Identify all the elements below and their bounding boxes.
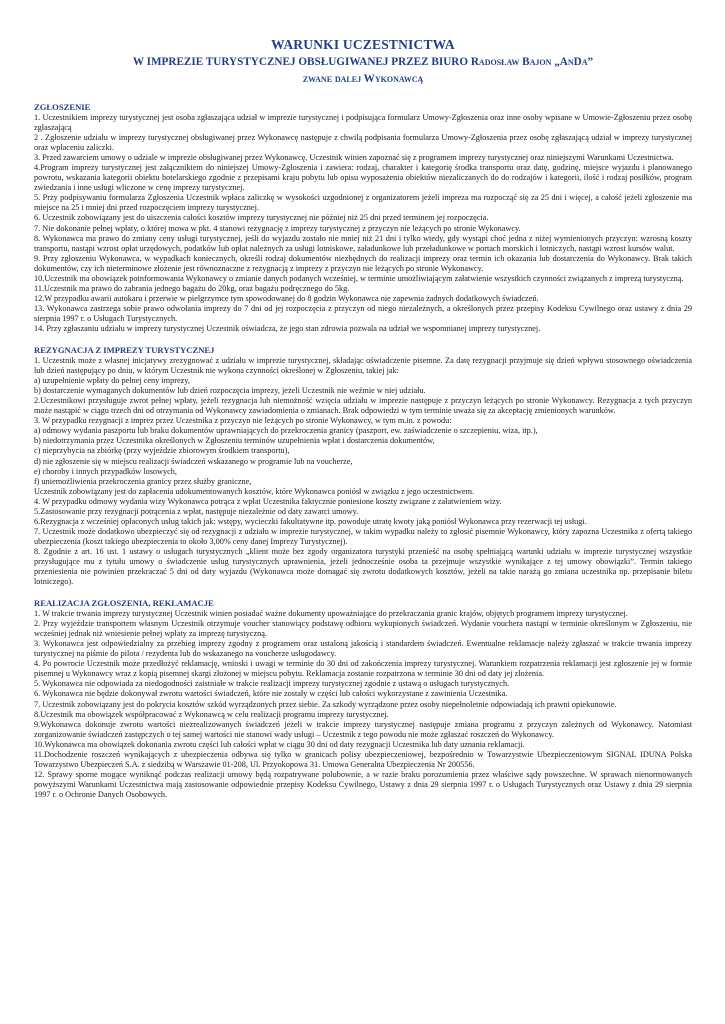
section bbox=[34, 102, 692, 334]
section bbox=[34, 345, 692, 587]
paragraph: 8.Uczestnik ma obowiązek współpracować z Wykonawcą w celu realizacji programu imprezy turystycznej. bbox=[34, 709, 389, 719]
paragraph: 12. Sprawy sporne mogące wyniknąć podczas realizacji umowy będą rozpatrywane polubownie, a w razie braku porozumienia przez właściwe sądy powszechne. W sprawach nienormowanych powyższymi Warunkami Uczestnictwa mają zastosowanie odpowiednie przepisy Kodeksu Cywilnego, Ustawy z dnia 29 sierpnia 1997 r. o Usługach Turystycznych oraz Ustawy z dnia 29 sierpnia 1997 r. o Ochronie Danych Osobowych. bbox=[34, 769, 692, 799]
paragraph: a) uzupełnienie wpłaty do pełnej ceny imprezy, bbox=[34, 376, 190, 386]
paragraph: 8. Zgodnie z art. 16 ust. 1 ustawy o usługach turystycznych „klient może bez zgody organizatora turystyki przenieść na osobę spełniającą warunki udziału w imprezie turystycznej wszystkie przysługujące mu z tytułu umowy o świadczenie usług turystycznych uprawnienia, jeżeli jednocześnie osoba ta przejmuje wszystkie wynikające z tej umowy obowiązki”. Termin takiego przeniesienia nie powinien przekraczać 5 dni od daty wyjazdu (Wykonawca może domagać się zwrotu dodatkowych kosztów, jeżeli na takie narażą go zmiana uczestnika np. przepisanie biletu lotniczego). bbox=[34, 546, 692, 587]
document-subtitle-2: zwane dalej Wykonawcą bbox=[302, 73, 424, 85]
paragraph: 9.Wykonawca dokonuje zwrotu wartości niezrealizowanych świadczeń jeżeli w trakcie imprezy turystycznej następuje zmiana programu z przyczyn zależnych od Wykonawcy. Natomiast zorganizowanie świadczeń zastępczych o tej samej wartości nie stanowi wady usługi – Uczestnik z tego powodu nie może zgłaszać roszczeń do Wykonawcy. bbox=[34, 719, 692, 739]
paragraph: 4.Program imprezy turystycznej jest załącznikiem do niniejszej Umowy-Zgłoszenia i zawiera: rodzaj, charakter i kategorię środka transportu oraz datę, godzinę, miejsce wyjazdu i planowanego powrotu, wskazania kategorii obiektu hotelarskiego zgodnie z przepisami kraju pobytu lub opisu wyposażenia obiektów niezaliczanych do do rodzajów i kategorii, ilość i rodzaj posiłków, program zwiedzania i inne usługi wliczone w cenę imprezy turystycznej. bbox=[34, 163, 692, 193]
paragraph: 3. Przed zawarciem umowy o udziale w imprezie obsługiwanej przez Wykonawcę, Uczestnik winien zapoznać się z programem imprezy turystycznej oraz niniejszymi Warunkami Uczestnictwa. bbox=[34, 153, 674, 163]
paragraph: 3. Wykonawca jest odpowiedzialny za przebieg imprezy zgodny z programem oraz ustaloną jakością i standardem świadczeń. Ewentualne reklamacje należy zgłaszać w trakcie trwania imprezy turystycznej na piśmie do pilota / rezydenta lub do wskazanego na voucherze usługodawcy. bbox=[34, 639, 692, 659]
paragraph: 1. W trakcie trwania imprezy turystycznej Uczestnik winien posiadać ważne dokumenty upoważniające do przekraczania granic krajów, objętych programem imprezy turystycznej. bbox=[34, 609, 628, 619]
paragraph: f) uniemożliwienia przekroczenia granicy przez służby graniczne, bbox=[34, 476, 252, 486]
paragraph: 2. Przy wyjeździe transportem własnym Uczestnik otrzymuje voucher stanowiący podstawę odbioru wykupionych świadczeń. Wydanie vouchera nastąpi w terminie określonym w Zgłoszeniu, nie wcześniej jednak niż wniesienie pełnej wpłaty za imprezę turystyczną. bbox=[34, 619, 692, 639]
paragraph: 8. Wykonawca ma prawo do zmiany ceny usługi turystycznej, jeśli do wyjazdu zostało nie mniej niż 21 dni i tylko wtedy, gdy wystąpi choć jedna z niżej wymienionych przyczyn: wzrosną koszty transportu, nastąpi wzrost opłat urzędowych, podatków lub opłat należnych za usługi lotniskowe, załadunkowe lub przeładunkowe w portach morskich i lotniczych, nastąpi wzrost kursów walut. bbox=[34, 233, 692, 253]
document-page bbox=[34, 36, 692, 800]
paragraph: 6. Uczestnik zobowiązany jest do uiszczenia całości kosztów imprezy turystycznej nie później niż 25 dni przed terminem jej rozpoczęcia. bbox=[34, 213, 489, 223]
paragraph: 7. Nie dokonanie pełnej wpłaty, o której mowa w pkt. 4 stanowi rezygnację z imprezy turystycznej z przyczyn nie leżących po stronie Wykonawcy. bbox=[34, 223, 521, 233]
paragraph: 10.Uczestnik ma obowiązek poinformowania Wykonawcy o zmianie danych podanych wcześniej, w terminie umożliwiającym załatwienie wszystkich czynności związanych z imprezą turystyczną. bbox=[34, 273, 684, 283]
section-heading: REALIZACJA ZGŁOSZENIA, REKLAMACJE bbox=[34, 598, 214, 609]
paragraph: 4. W przypadku odmowy wydania wizy Wykonawca potrąca z wpłat Uczestnika faktycznie poniesione koszty związane z załatwieniem wizy. bbox=[34, 496, 502, 506]
paragraph: c) nieprzybycia na zbiórkę (przy wyjeździe zbiorowym środkiem transportu), bbox=[34, 446, 290, 456]
paragraph: 6.Rezygnacja z wcześniej opłaconych usług takich jak: wstępy, wycieczki fakultatywne itp. powoduje utratę kwoty jaką poniósł Wykonawca przy rezerwacji tej usługi. bbox=[34, 516, 587, 526]
paragraph: 10.Wykonawca ma obowiązek dokonania zwrotu części lub całości wpłat w ciągu 30 dni od daty rezygnacji Uczestnika lub daty uznania reklamacji. bbox=[34, 739, 525, 749]
paragraph: b) dostarczenie wymaganych dokumentów lub dzień rozpoczęcia imprezy, jeżeli Uczestnik nie weźmie w niej udziału. bbox=[34, 386, 426, 396]
paragraph: 2 . Zgłoszenie udziału w imprezy turystycznej obsługiwanej przez Wykonawcę następuje z chwilą podpisania formularza Umowy-Zgłoszenia przez osobę zgłaszającą udział w imprezy turystycznej oraz wpłaceniu zaliczki. bbox=[34, 133, 692, 153]
section bbox=[34, 598, 692, 800]
paragraph: e) choroby i innych przypadków losowych, bbox=[34, 466, 177, 476]
title-block bbox=[34, 36, 692, 88]
paragraph: 5. Przy podpisywaniu formularza Zgłoszenia Uczestnik wpłaca zaliczkę w wysokości uzgodnionej z organizatorem jeżeli impreza ma rozpocząć się za 25 dni i więcej, a całość jeżeli zgłoszenie ma miejsce na 25 i mniej dni przed rozpoczęciem imprezy turystycznej. bbox=[34, 193, 692, 213]
paragraph: 13. Wykonawca zastrzega sobie prawo odwołania imprezy do 7 dni od jej rozpoczęcia z przyczyn od niego niezależnych, a określonych przez przepisy Kodeksu Cywilnego oraz ustawy z dnia 29 sierpnia 1997 r. o Usługach Turystycznych. bbox=[34, 303, 692, 323]
paragraph: 5. Wykonawca nie odpowiada za niedogodności zaistniałe w trakcie realizacji imprezy turystycznej zgodnie z ustawą o usługach turystycznych. bbox=[34, 679, 510, 689]
paragraph: d) nie zgłoszenie się w miejscu realizacji świadczeń wskazanego w programie lub na voucherze, bbox=[34, 456, 353, 466]
document-subtitle: W IMPREZIE TURYSTYCZNEJ OBSŁUGIWANEJ PRZEZ BIURO Radosław Bajon „AnDa” bbox=[132, 56, 594, 68]
paragraph: 7. Uczestnik może dodatkowo ubezpieczyć się od rezygnacji z udziału w imprezie turystycznej, w takim wypadku należy to zgłosić pisemnie Wykonawcy, który zapozna Uczestnika z ofertą takiego ubezpieczenia (koszt takiego ubezpieczenia to około 3,00% ceny danej Imprezy Turystycznej). bbox=[34, 526, 692, 546]
paragraph: 7. Uczestnik zobowiązany jest do pokrycia kosztów szkód wyrządzonych przez siebie. Za szkody wyrządzone przez osoby niepełnoletnie odpowiadają ich prawni opiekunowie. bbox=[34, 699, 617, 709]
paragraph: 1. Uczestnikiem imprezy turystycznej jest osoba zgłaszająca udział w imprezie turystycznej i podpisująca formularz Umowy-Zgłoszenia oraz inne osoby wpisane w Umowie-Zgłoszeniu przez osobę zgłaszającą bbox=[34, 113, 692, 133]
paragraph: 3. W przypadku rezygnacji z imprez przez Uczestnika z przyczyn nie leżących po stronie Wykonawcy, w tym m.in. z powodu: bbox=[34, 416, 452, 426]
paragraph: 1. Uczestnik może z własnej inicjatywy zrezygnować z udziału w imprezie turystycznej, składając oświadczenie pisemne. Za datę rezygnacji przyjmuje się dzień wpływu stosownego oświadczenia lub dzień następujący po dniu, w którym Uczestnik nie wykona czynności określonej w Zgłoszeniu, takiej jak: bbox=[34, 356, 692, 376]
document-title: WARUNKI UCZESTNICTWA bbox=[271, 37, 455, 52]
paragraph: 2.Uczestnikowi przysługuje zwrot pełnej wpłaty, jeżeli rezygnacja lub niemożność wzięcia udziału w imprezie następuje z przyczyn leżących po stronie Wykonawcy. Rezygnacja z tych przyczyn może nastąpić w ciągu trzech dni od otrzymania od Wykonawcy zawiadomienia o zmianach. Brak odpowiedzi w tym terminie uważa się za akceptację zmienionych warunków. bbox=[34, 396, 692, 416]
paragraph: 6. Wykonawca nie będzie dokonywał zwrotu wartości świadczeń, które nie zostały w części lub całości wykorzystane z zawinienia Uczestnika. bbox=[34, 689, 508, 699]
section-heading: REZYGNACJA Z IMPREZY TURYSTYCZNEJ bbox=[34, 345, 215, 356]
paragraph: Uczestnik zobowiązany jest do zapłacenia udokumentowanych kosztów, które Wykonawca poniósł w związku z jego uczestnictwem. bbox=[34, 486, 475, 496]
paragraph: 5.Zastosowanie przy rezygnacji potrącenia z wpłat, następuje niezależnie od daty zawarci umowy. bbox=[34, 506, 359, 516]
paragraph: 4. Po powrocie Uczestnik może przedłożyć reklamację, wnioski i uwagi w terminie do 30 dni od zakończenia imprezy turystycznej. Warunkiem rozpatrzenia reklamacji jest zgłoszenie jej w formie pisemnej u Wykonawcy wraz z kopią pisemnej skargi złożonej w miejscu pobytu. Reklamacja zostanie rozpatrzona w terminie 30 dni od daty jej złożenia. bbox=[34, 659, 692, 679]
paragraph: 11.Uczestnik ma prawo do zabrania jednego bagażu do 20kg, oraz bagażu podręcznego do 5kg. bbox=[34, 283, 350, 293]
paragraph: b) niedotrzymania przez Uczestnika określonych w Zgłoszeniu terminów uzupełnienia wpłat i dostarczenia dokumentów, bbox=[34, 436, 435, 446]
sections-container bbox=[34, 102, 692, 800]
section-body bbox=[34, 356, 692, 587]
paragraph: a) odmowy wydania paszportu lub braku dokumentów uprawniających do przekroczenia granicy (paszport, ew. zaświadczenie o szczepieniu, wiza, itp.), bbox=[34, 426, 538, 436]
section-heading: ZGŁOSZENIE bbox=[34, 102, 91, 112]
paragraph: 11.Dochodzenie roszczeń wynikających z ubezpieczenia odbywa się tylko w granicach polisy ubezpieczeniowej, bezpośrednio w Towarzystwie Ubezpieczeniowym SIGNAL IDUNA Polska Towarzystwo Ubezpieczeń S.A. z siedzibą w Warszawie 01-208, Ul. Przyokopowa 31. Umowa Generalna Ubezpieczenia Nr 200556. bbox=[34, 749, 692, 769]
paragraph: 12.W przypadku awarii autokaru i przerwie w pielgrzymce tym spowodowanej do 8 godzin Wykonawca nie zapewnia żadnych dodatkowych świadczeń. bbox=[34, 293, 539, 303]
paragraph: 14. Przy zgłaszaniu udziału w imprezy turystycznej Uczestnik oświadcza, że jego stan zdrowia pozwala na udział we wspomnianej imprezy turystycznej. bbox=[34, 323, 541, 333]
paragraph: 9. Przy zgłoszeniu Wykonawca, w wypadkach koniecznych, określi rodzaj dokumentów niezbędnych do realizacji imprezy oraz termin ich okazania lub dostarczenia do Wykonawcy. Brak takich dokumentów, czy ich nieterminowe złożenie jest równoznaczne z rezygnacją z imprezy z przyczyn nie leżących po stronie Wykonawcy. bbox=[34, 253, 692, 273]
section-body bbox=[34, 609, 692, 800]
section-body bbox=[34, 113, 692, 334]
